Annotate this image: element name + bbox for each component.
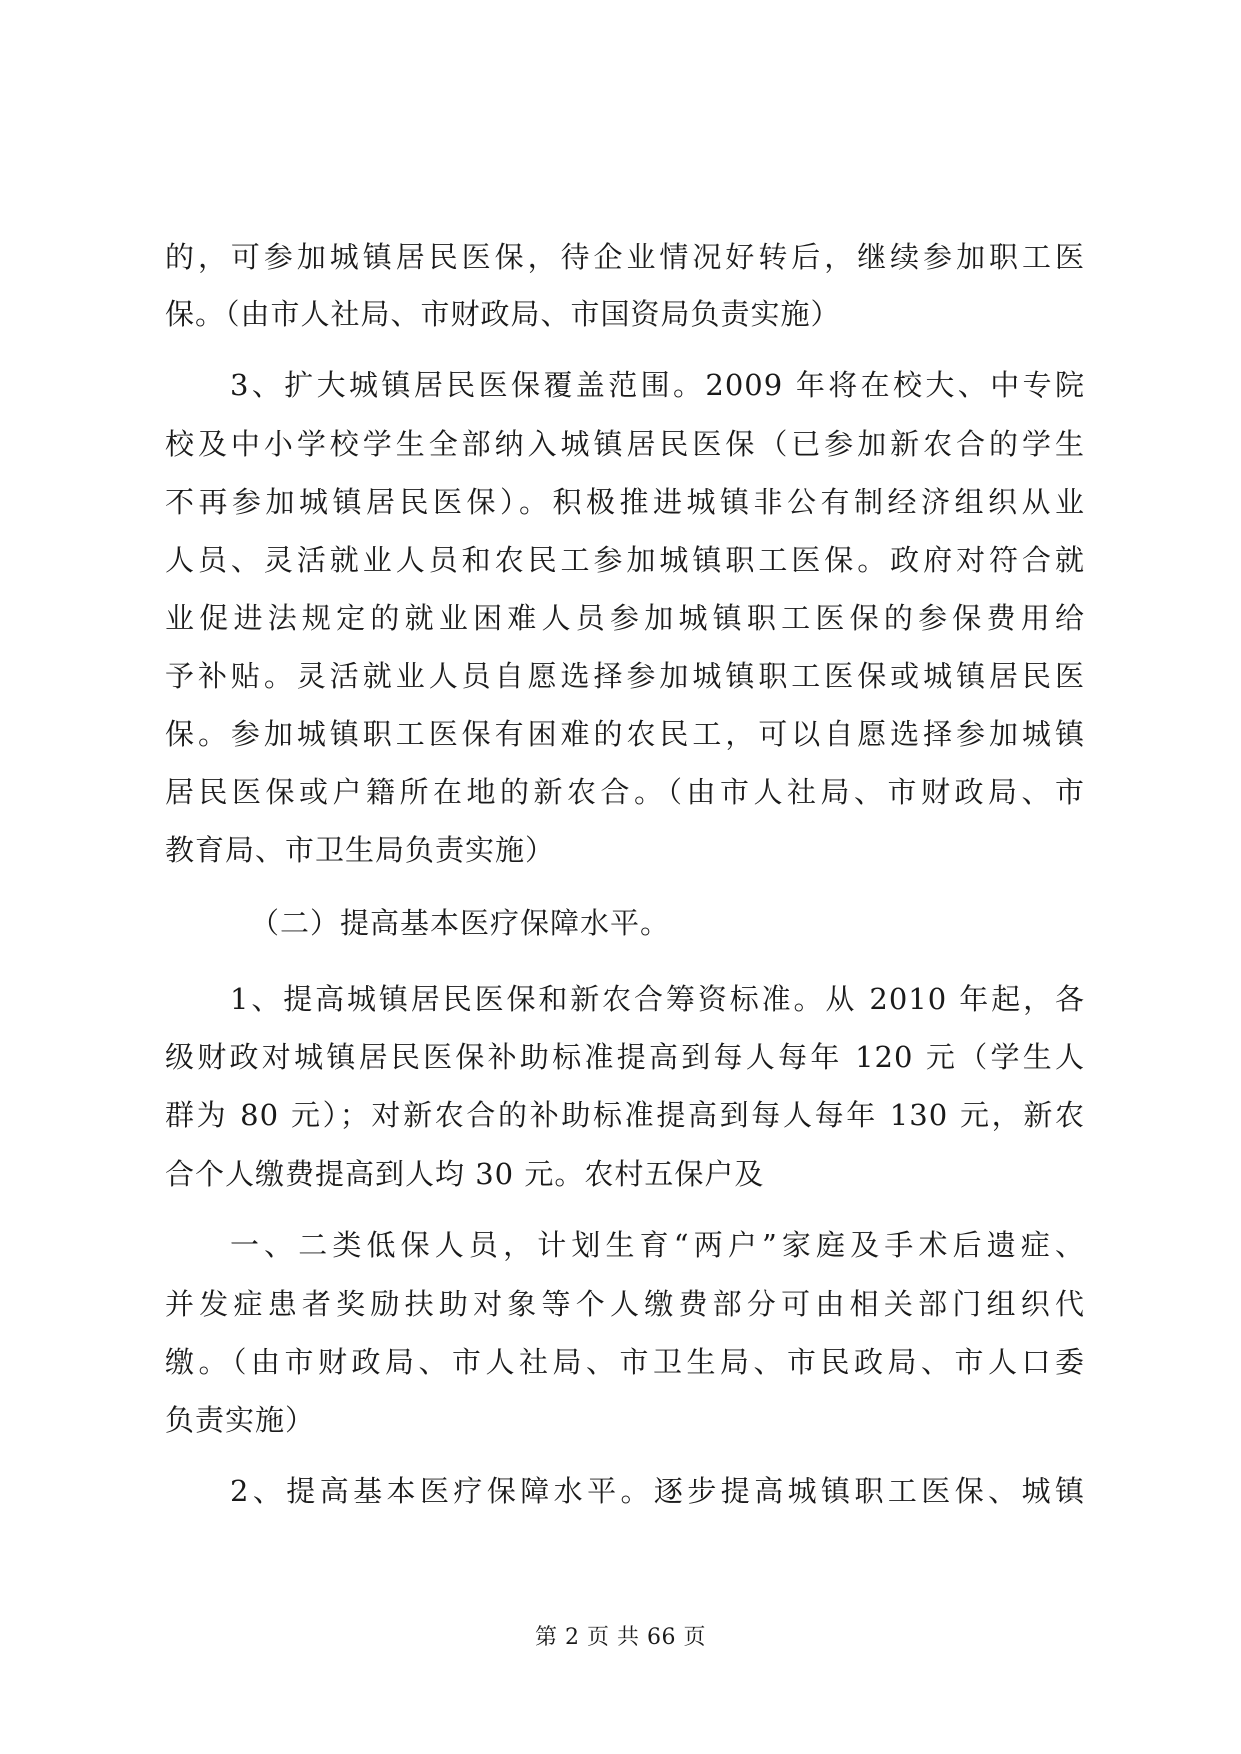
- paragraph-first-line: 3、扩大城镇居民医保覆盖范围。2009 年将在校大、中专院: [230, 368, 1085, 402]
- page-footer: 第 2 页 共 66 页: [535, 1625, 706, 1650]
- text-line: 人员、灵活就业人员和农民工参加城镇职工医保。政府对符合就: [165, 543, 1085, 577]
- text-line: 不再参加城镇居民医保）。积极推进城镇非公有制经济组织从业: [165, 485, 1085, 519]
- text-line: 予补贴。灵活就业人员自愿选择参加城镇职工医保或城镇居民医: [165, 659, 1085, 693]
- text-line: 居民医保或户籍所在地的新农合。（由市人社局、市财政局、市: [165, 775, 1085, 809]
- text-line: 教育局、市卫生局负责实施）: [165, 833, 556, 867]
- paragraph-first-line: 一、二类低保人员，计划生育“两户”家庭及手术后遗症、: [230, 1228, 1085, 1262]
- text-line: 保。（由市人社局、市财政局、市国资局负责实施）: [165, 297, 841, 331]
- text-line: 业促进法规定的就业困难人员参加城镇职工医保的参保费用给: [165, 601, 1085, 635]
- text-line: 并发症患者奖励扶助对象等个人缴费部分可由相关部门组织代: [165, 1287, 1085, 1321]
- paragraph-first-line: 2、提高基本医疗保障水平。逐步提高城镇职工医保、城镇: [230, 1474, 1085, 1508]
- text-line: 群为 80 元）；对新农合的补助标准提高到每人每年 130 元，新农: [165, 1098, 1085, 1132]
- text-line: 保。参加城镇职工医保有困难的农民工，可以自愿选择参加城镇: [165, 717, 1085, 751]
- paragraph-first-line: 1、提高城镇居民医保和新农合筹资标准。从 2010 年起，各: [230, 982, 1085, 1016]
- text-line: 缴。（由市财政局、市人社局、市卫生局、市民政局、市人口委: [165, 1345, 1085, 1379]
- text-line: 的，可参加城镇居民医保，待企业情况好转后，继续参加职工医: [165, 240, 1085, 274]
- text-line: 负责实施）: [165, 1403, 316, 1437]
- section-heading: （二）提高基本医疗保障水平。: [250, 906, 671, 940]
- text-line: 级财政对城镇居民医保补助标准提高到每人每年 120 元（学生人: [165, 1040, 1085, 1074]
- text-line: 校及中小学校学生全部纳入城镇居民医保（已参加新农合的学生: [165, 427, 1085, 461]
- text-line: 合个人缴费提高到人均 30 元。农村五保户及: [165, 1157, 765, 1191]
